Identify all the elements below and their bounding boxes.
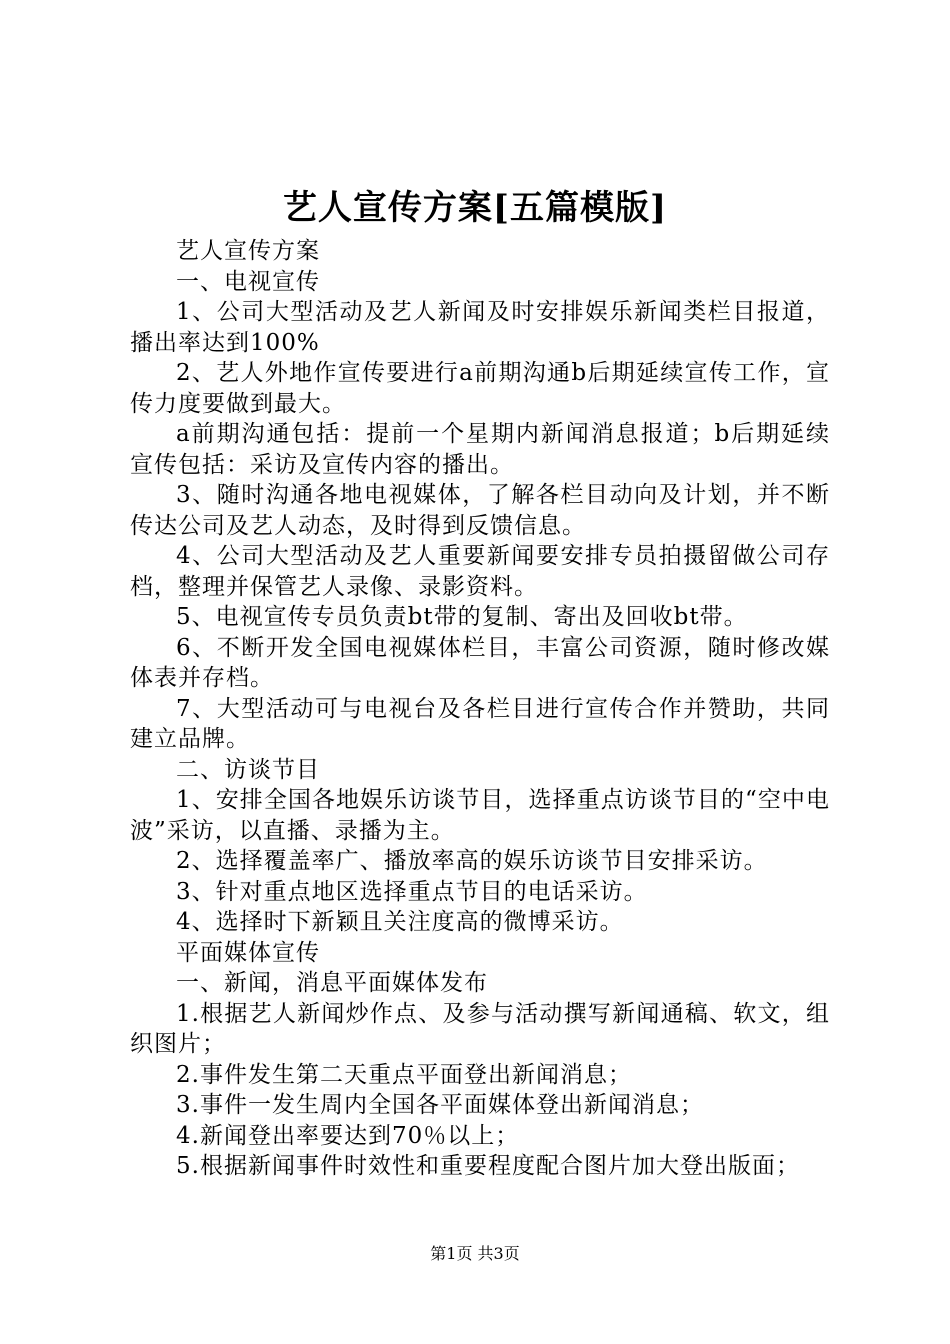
body-paragraph: 3、随时沟通各地电视媒体，了解各栏目动向及计划，并不断传达公司及艺人动态，及时得到反馈信息。 [130,482,830,539]
body-paragraph: 4、公司大型活动及艺人重要新闻要安排专员拍摄留做公司存档，整理并保管艺人录像、录影资料。 [130,543,830,600]
body-paragraph: 一、新闻，消息平面媒体发布 [176,970,488,996]
body-paragraph: 3.事件一发生周内全国各平面媒体登出新闻消息； [176,1092,704,1118]
body-paragraph: 平面媒体宣传 [176,939,320,966]
body-paragraph: 1、公司大型活动及艺人新闻及时安排娱乐新闻类栏目报道，播出率达到100% [130,299,830,356]
body-paragraph: 2、艺人外地作宣传要进行a前期沟通b后期延续宣传工作，宣传力度要做到最大。 [130,360,830,417]
body-paragraph: 二、访谈节目 [176,756,320,783]
document-title: 艺人宣传方案[五篇模版] [282,188,668,228]
body-paragraph: 一、电视宣传 [176,268,320,295]
body-paragraph: 2、选择覆盖率广、播放率高的娱乐访谈节目安排采访。 [176,848,768,874]
body-paragraph: 4.新闻登出率要达到70％以上； [176,1122,520,1149]
body-paragraph: 7、大型活动可与电视台及各栏目进行宣传合作并赞助，共同建立品牌。 [130,695,830,752]
document-body [130,236,830,1182]
body-paragraph: 艺人宣传方案 [176,238,320,264]
body-paragraph: 1、安排全国各地娱乐访谈节目，选择重点访谈节目的“空中电波”采访，以直播、录播为主。 [130,787,830,844]
body-paragraph: 4、选择时下新颖且关注度高的微博采访。 [176,909,624,935]
body-paragraph: 6、不断开发全国电视媒体栏目，丰富公司资源，随时修改媒体表并存档。 [130,634,830,691]
body-paragraph: 1.根据艺人新闻炒作点、及参与活动撰写新闻通稿、软文，组织图片； [130,1000,830,1057]
body-paragraph: 5、电视宣传专员负责bt带的复制、寄出及回收bt带。 [176,604,748,630]
page-number-footer: 第1页 共3页 [430,1244,520,1263]
body-paragraph: a前期沟通包括：提前一个星期内新闻消息报道；b后期延续宣传包括：采访及宣传内容的播出。 [130,421,830,478]
body-paragraph: 2.事件发生第二天重点平面登出新闻消息； [176,1061,632,1088]
body-paragraph: 5.根据新闻事件时效性和重要程度配合图片加大登出版面； [176,1153,800,1179]
body-paragraph: 3、针对重点地区选择重点节目的电话采访。 [176,878,648,905]
